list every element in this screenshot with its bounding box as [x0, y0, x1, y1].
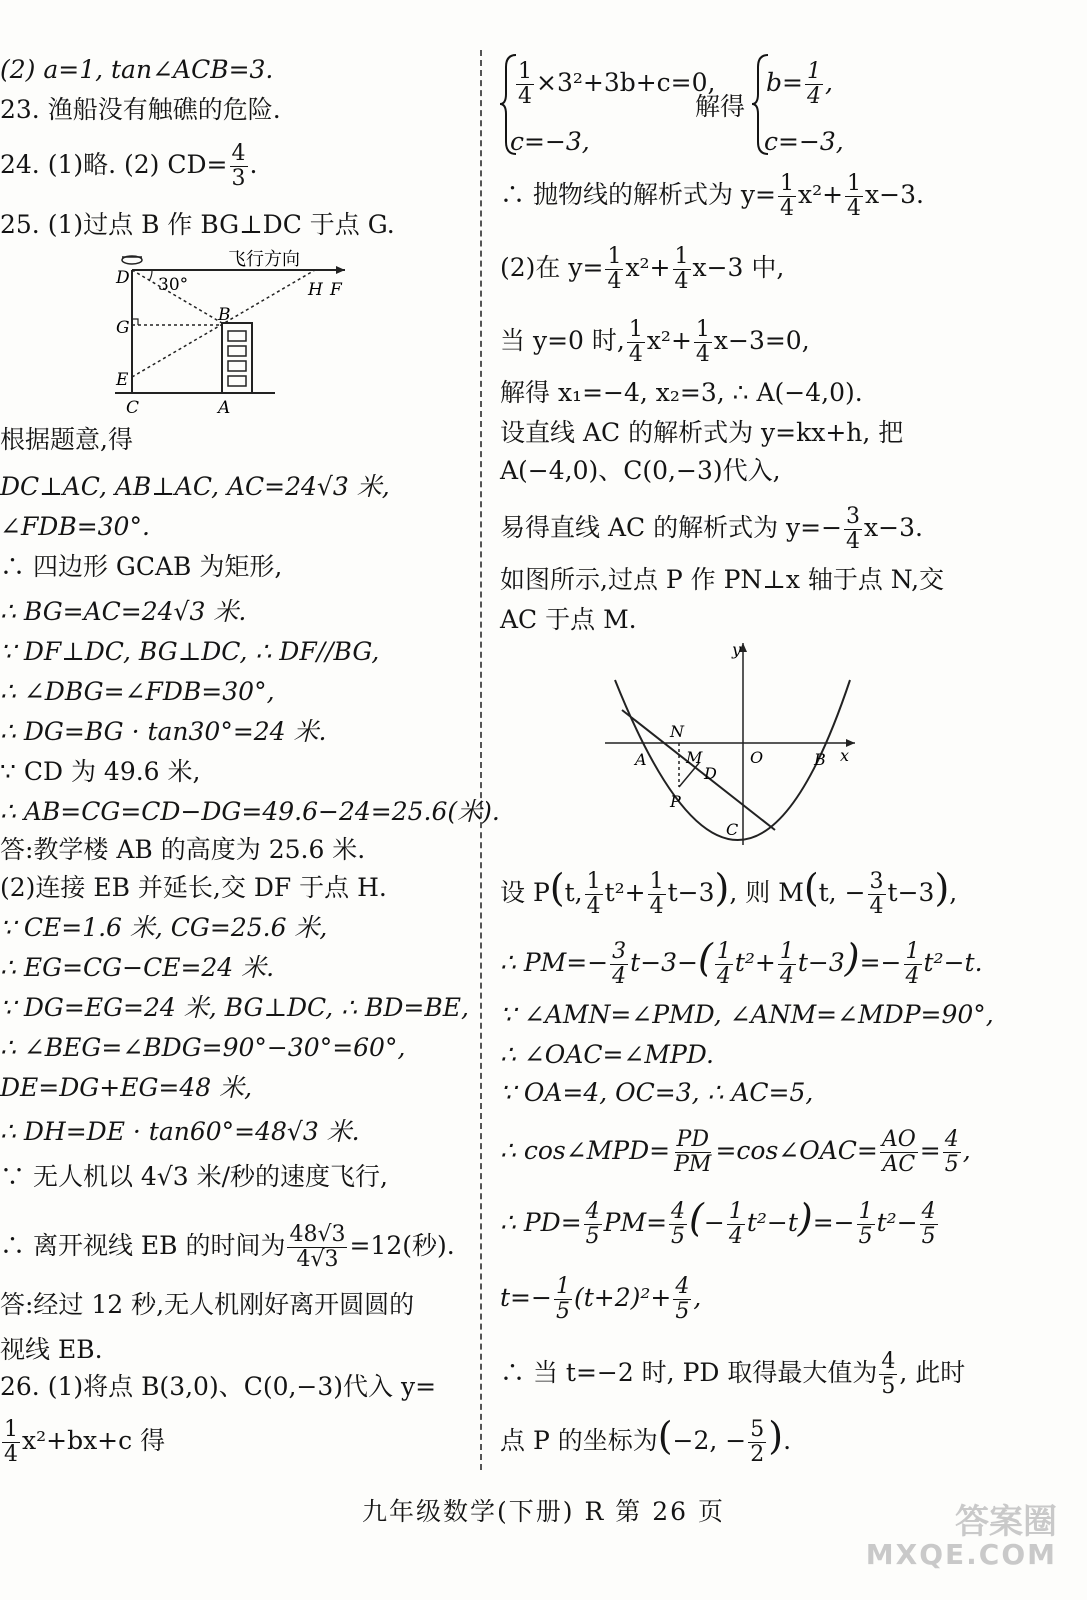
line-28: $\frac{1}{4}$ x²+bx+c 得: [4, 1417, 166, 1467]
line-20: ∴ ∠BEG=∠BDG=90°−30°=60°,: [0, 1033, 406, 1062]
set-point-p: 设 P(t, $\frac{1}{4}$ t²+ $\frac{1}{4}$ t−3), 则 M(t, − $\frac{3}{4}$ t−3),: [500, 866, 958, 919]
svg-text:N: N: [670, 722, 684, 741]
angle-line-1: ∵ ∠AMN=∠PMD, ∠ANM=∠MDP=90°,: [500, 1000, 994, 1029]
line-10: ∵ DF⊥DC, BG⊥DC, ∴ DF//BG,: [0, 637, 380, 666]
line-26: 视线 EB.: [0, 1335, 103, 1364]
svg-text:H: H: [308, 280, 323, 300]
svg-text:O: O: [750, 748, 764, 767]
building-drone-figure: [110, 245, 360, 420]
equation-system: $\frac{1}{4}$ ×3²+3b+c=0, c=−3, 解得 b= $\frac{1}{4}$ , c=−3,: [500, 52, 1060, 162]
y-zero-equation: 当 y=0 时, $\frac{1}{4}$ x²+ $\frac{1}{4}$ x−3=0,: [500, 317, 810, 367]
line-22: ∴ DH=DE · tan60°=48√3 米.: [0, 1117, 360, 1146]
line-23: ∵ 无人机以 4√3 米/秒的速度飞行,: [0, 1162, 388, 1191]
cos-line: ∴ cos∠MPD= $\frac{PD}{PM}$ =cos∠OAC= $\frac{AO}{AC}$ = $\frac{4}{5}$ ,: [500, 1127, 971, 1177]
line-09: ∴ BG=AC=24√3 米.: [0, 597, 247, 626]
pd-expression: ∴ PD= $\frac{4}{5}$ PM= $\frac{4}{5}$ (− $\frac{1}{4}$ t²−t)=− $\frac{1}{5}$ t²− $\frac{4}{5}$: [500, 1196, 936, 1249]
line-given: 根据题意,得: [0, 425, 133, 454]
svg-text:A: A: [635, 750, 647, 769]
pm-expression: ∴ PM=− $\frac{3}{4}$ t−3−( $\frac{1}{4}$ t²+ $\frac{1}{4}$ t−3)=− $\frac{1}{4}$ t²−t.: [500, 936, 983, 989]
max-value-line: ∴ 当 t=−2 时, PD 取得最大值为 $\frac{4}{5}$ , 此时: [500, 1349, 966, 1399]
svg-text:D: D: [116, 268, 130, 288]
svg-text:C: C: [726, 820, 739, 839]
answer-25-1: 25. (1)过点 B 作 BG⊥DC 于点 G.: [0, 210, 395, 239]
vertex-form: t=− $\frac{1}{5}$ (t+2)²+ $\frac{4}{5}$ ,: [500, 1274, 702, 1324]
construction-line-2: AC 于点 M.: [500, 605, 637, 634]
line-14: ∴ AB=CG=CD−DG=49.6−24=25.6(米).: [0, 797, 500, 826]
length-line: ∵ OA=4, OC=3, ∴ AC=5,: [500, 1078, 814, 1107]
line-18: ∴ EG=CG−CE=24 米.: [0, 953, 275, 982]
svg-text:A: A: [218, 398, 231, 418]
answer-24: 24. (1)略. (2) CD= $\frac{4}{3}$ .: [0, 141, 258, 191]
svg-text:G: G: [116, 318, 130, 338]
svg-text:P: P: [670, 792, 681, 811]
svg-text:飞行方向: 飞行方向: [228, 249, 300, 270]
svg-text:B: B: [218, 305, 231, 325]
svg-text:30°: 30°: [158, 275, 189, 295]
roots-line: 解得 x₁=−4, x₂=3, ∴ A(−4,0).: [500, 378, 863, 407]
line-13: ∵ CD 为 49.6 米,: [0, 757, 201, 786]
line-11: ∴ ∠DBG=∠FDB=30°,: [0, 677, 275, 706]
svg-text:B: B: [814, 750, 826, 769]
watermark-logo: 答案圈 MXQE.COM: [865, 1502, 1057, 1571]
svg-text:M: M: [686, 748, 703, 767]
svg-text:y: y: [732, 640, 742, 659]
line-08: ∴ 四边形 GCAB 为矩形,: [0, 552, 283, 581]
line-15: 答:教学楼 AB 的高度为 25.6 米.: [0, 835, 366, 864]
answer-26-1: 26. (1)将点 B(3,0)、C(0,−3)代入 y=: [0, 1372, 437, 1401]
part-2-intro: (2)在 y= $\frac{1}{4}$ x²+ $\frac{1}{4}$ x−3 中,: [500, 244, 785, 294]
line-06: DC⊥AC, AB⊥AC, AC=24√3 米,: [0, 472, 390, 501]
angle-line-2: ∴ ∠OAC=∠MPD.: [500, 1040, 714, 1069]
answer-23: 23. 渔船没有触礁的危险.: [0, 95, 281, 124]
line-19: ∵ DG=EG=24 米, BG⊥DC, ∴ BD=BE,: [0, 993, 469, 1022]
svg-text:C: C: [126, 398, 140, 418]
line-07: ∠FDB=30°.: [0, 512, 150, 541]
line-21: DE=DG+EG=48 米,: [0, 1073, 253, 1102]
line-16: (2)连接 EB 并延长,交 DF 于点 H.: [0, 873, 387, 902]
line-12: ∴ DG=BG · tan30°=24 米.: [0, 717, 327, 746]
construction-line-1: 如图所示,过点 P 作 PN⊥x 轴于点 N,交: [500, 565, 945, 594]
line-17: ∵ CE=1.6 米, CG=25.6 米,: [0, 913, 328, 942]
line-ac-result: 易得直线 AC 的解析式为 y=− $\frac{3}{4}$ x−3.: [500, 504, 923, 554]
svg-text:E: E: [116, 370, 129, 390]
svg-text:x: x: [840, 746, 850, 765]
page-footer: 九年级数学(下册) R 第 26 页: [362, 1497, 725, 1526]
drone-icon: [122, 256, 142, 264]
parabola-figure: [600, 635, 870, 850]
line-25: 答:经过 12 秒,无人机刚好离开圆圆的: [0, 1290, 415, 1319]
column-divider: [480, 50, 482, 1470]
svg-text:F: F: [330, 280, 342, 300]
line-24: ∴ 离开视线 EB 的时间为 $\frac{48√3}{4√3}$ =12(秒).: [0, 1222, 455, 1272]
line-ac-substitute: A(−4,0)、C(0,−3)代入,: [500, 456, 781, 485]
answer-22-2: (2) a=1, tan∠ACB=3.: [0, 55, 274, 84]
svg-text:D: D: [704, 764, 717, 783]
line-ac-setup: 设直线 AC 的解析式为 y=kx+h, 把: [500, 418, 904, 447]
point-p-result: 点 P 的坐标为(−2, − $\frac{5}{2}$ ).: [500, 1414, 792, 1467]
parabola-equation: ∴ 抛物线的解析式为 y= $\frac{1}{4}$ x²+ $\frac{1}{4}$ x−3.: [500, 171, 924, 221]
